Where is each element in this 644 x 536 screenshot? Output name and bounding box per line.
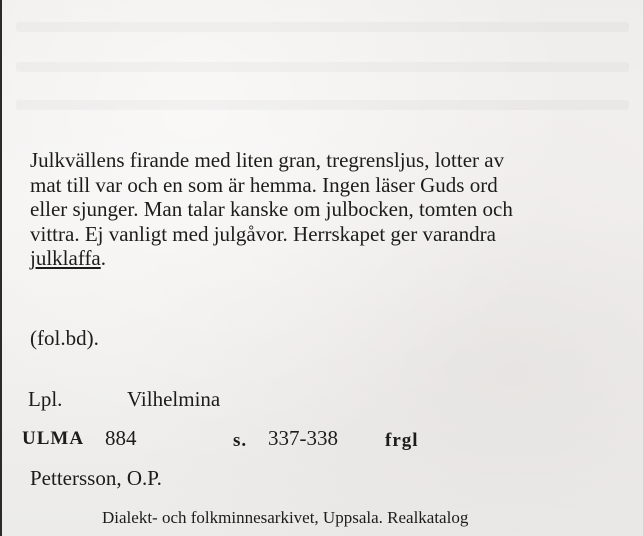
parish-name: Vilhelmina: [127, 387, 221, 411]
card-body-text: [30, 148, 630, 271]
body-line-last: [30, 246, 630, 271]
body-line: vittra. Ej vanligt med julgåvor. Herrskapet ger varandra: [30, 221, 496, 246]
period: .: [100, 246, 107, 270]
underlined-term: julklaffa: [30, 246, 101, 270]
page-range: 337-338: [268, 426, 338, 450]
archive-number: 884: [105, 426, 137, 450]
body-line: mat till var och en som är hemma. Ingen läser Guds ord: [30, 172, 498, 197]
page-label: s.: [233, 430, 248, 451]
collector-name: Pettersson, O.P.: [30, 466, 162, 490]
body-line: eller sjunger. Man talar kanske om julbocken, tomten och: [30, 197, 513, 221]
faint-reverse-text: [16, 100, 629, 110]
body-line: Julkvällens firande med liten gran, tregrensljus, lotter av: [30, 148, 505, 172]
card-footer: Dialekt- och folkminnesarkivet, Uppsala. Realkatalog: [102, 508, 469, 527]
parish-label: Lpl.: [28, 387, 63, 411]
faint-reverse-text: [16, 22, 629, 32]
archive-label: ULMA: [22, 428, 85, 449]
folio-note: (fol.bd).: [30, 326, 99, 350]
type-code: frgl: [385, 430, 419, 451]
faint-reverse-text: [16, 62, 629, 72]
